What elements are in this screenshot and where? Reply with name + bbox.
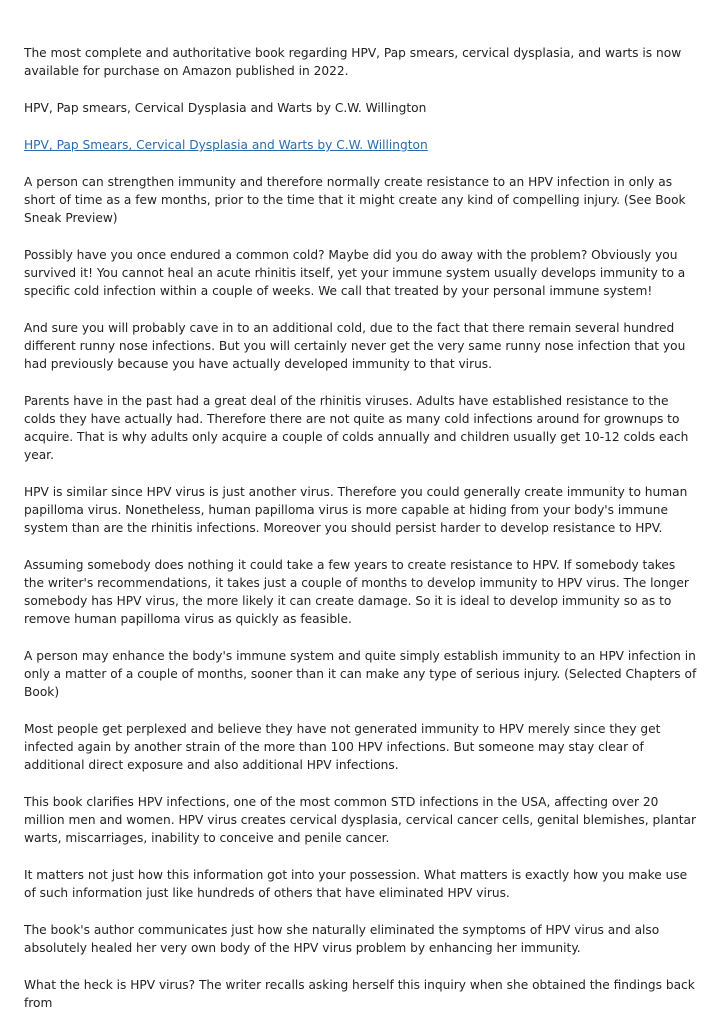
paragraph: A person may enhance the body's immune system and quite simply establish immunity to an HPV infection in only a matter of a couple of months, sooner than it can make any type of serious injury. (Selected Chapters of Book): [24, 649, 697, 699]
paragraph: It matters not just how this information got into your possession. What matters is exactly how you make use of such information just like hundreds of others that have eliminated HPV virus.: [24, 868, 688, 900]
book-title-line: HPV, Pap smears, Cervical Dysplasia and Warts by C.W. Willington: [24, 101, 427, 115]
paragraph: The book's author communicates just how she naturally eliminated the symptoms of HPV virus and also absolutely healed her very own body of the HPV virus problem by enhancing her immunity.: [24, 923, 660, 955]
article-body: [24, 44, 698, 1031]
paragraph: This book clarifies HPV infections, one of the most common STD infections in the USA, affecting over 20 million men and women. HPV virus creates cervical dysplasia, cervical cancer cells, genital blemishes, plantar warts, miscarriages, inability to conceive and penile cancer.: [24, 795, 697, 845]
paragraph: What the heck is HPV virus? The writer recalls asking herself this inquiry when she obtained the findings back from: [24, 978, 695, 1010]
paragraph: Parents have in the past had a great deal of the rhinitis viruses. Adults have established resistance to the colds they have actually had. Therefore there are not quite as many cold infections around for grownups to acquire. That is why adults only acquire a couple of colds annually and children usually get 10-12 colds each year.: [24, 394, 689, 462]
paragraph: A person can strengthen immunity and therefore normally create resistance to an HPV infection in only as short of time as a few months, prior to the time that it might create any kind of compelling injury. (See Book Sneak Preview): [24, 175, 686, 225]
paragraph: HPV is similar since HPV virus is just another virus. Therefore you could generally create immunity to human papilloma virus. Nonetheless, human papilloma virus is more capable at hiding from your body's immune system than are the rhinitis infections. Moreover you should persist harder to develop resistance to HPV.: [24, 485, 688, 535]
paragraph: Most people get perplexed and believe they have not generated immunity to HPV merely since they get infected again by another strain of the more than 100 HPV infections. But someone may stay clear of additional direct exposure and also additional HPV infections.: [24, 722, 661, 772]
book-link[interactable]: HPV, Pap Smears, Cervical Dysplasia and Warts by C.W. Willington: [24, 138, 428, 152]
book-link-paragraph: [24, 136, 698, 154]
paragraph: And sure you will probably cave in to an additional cold, due to the fact that there remain several hundred different runny nose infections. But you will certainly never get the very same runny nose infection that you had previously because you have actually developed immunity to that virus.: [24, 321, 686, 371]
paragraph: Possibly have you once endured a common cold? Maybe did you do away with the problem? Obviously you survived it! You cannot heal an acute rhinitis itself, yet your immune system usually develops immunity to a specific cold infection within a couple of weeks. We call that treated by your personal immune system!: [24, 248, 686, 298]
paragraph: Assuming somebody does nothing it could take a few years to create resistance to HPV. If somebody takes the writer's recommendations, it takes just a couple of months to develop immunity to HPV virus. The longer somebody has HPV virus, the more likely it can create damage. So it is ideal to develop immunity so as to remove human papilloma virus as quickly as feasible.: [24, 558, 689, 626]
intro-paragraph: The most complete and authoritative book regarding HPV, Pap smears, cervical dysplasia, and warts is now available for purchase on Amazon published in 2022.: [24, 46, 682, 78]
